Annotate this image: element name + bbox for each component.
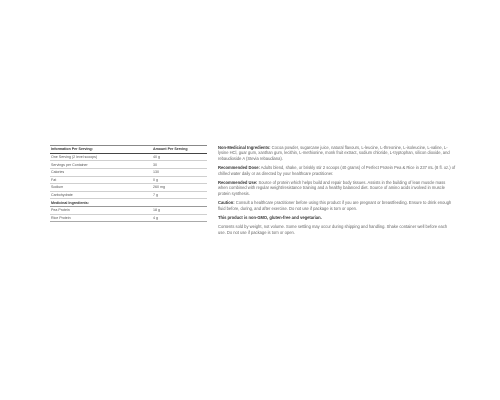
subheader-label: Medicinal Ingredients: xyxy=(50,199,207,207)
column-header-amount: Amount Per Serving xyxy=(152,146,207,154)
non-medicinal-text: Cocoa powder, sugarcane juice, natural flavours, L-leucine, L-threonine, L-isoleucine, L-valine, L-lysine HCl, guar gum, xanthan gum, lecithin, L-methionine, monk fruit extract, sodium chloride, L-tryptophan, silicon dioxide, and rebaudioside A (Stevia rebaudiana). xyxy=(218,145,450,161)
medicinal-ingredients-subheader xyxy=(50,199,207,207)
row-label: Rice Protein xyxy=(50,214,152,222)
row-value: 7 g xyxy=(152,191,207,199)
non-medicinal-ingredients-paragraph xyxy=(218,145,456,161)
table-row xyxy=(50,214,207,222)
row-value: 30 xyxy=(152,161,207,169)
row-label: One Serving (2 level scoops) xyxy=(50,153,152,161)
caution-label: Caution: xyxy=(218,200,235,206)
table-row xyxy=(50,161,207,169)
recommended-dose-paragraph xyxy=(218,165,456,176)
row-value: 40 g xyxy=(152,153,207,161)
row-value: 130 xyxy=(152,168,207,176)
caution-paragraph xyxy=(218,200,456,211)
row-label: Carbohydrate xyxy=(50,191,152,199)
non-medicinal-label: Non-Medicinal Ingredients: xyxy=(218,145,271,150)
recommended-dose-text: Adults blend, shake, or briskly stir 2 scoops (40 grams) of Perfect Protein Pea & Rice in 237 mL (8 fl. oz.) of chilled water daily or as directed by your healthcare practitioner. xyxy=(218,165,456,176)
product-info-panel xyxy=(218,145,456,239)
row-label: Pea Protein xyxy=(50,206,152,214)
table-row xyxy=(50,176,207,184)
row-value: 18 g xyxy=(152,206,207,214)
row-value: 0 g xyxy=(152,176,207,184)
recommended-use-label: Recommended Use: xyxy=(218,180,258,186)
recommended-use-paragraph xyxy=(218,180,456,196)
caution-text: Consult a healthcare practitioner before using this product if you are pregnant or breastfeeding. Ensure to drink enough fluid before, during, and after exercise. Do not use if package is torn or open. xyxy=(218,200,452,211)
recommended-dose-label: Recommended Dose: xyxy=(218,165,260,171)
table-header-row xyxy=(50,146,207,154)
recommended-use-text: Source of protein which helps build and repair body tissues. Assists in the building of lean muscle mass when combined with regular weight/resistance training and a healthy balanced diet. Source of amino acids involved in muscle protein synthesis. xyxy=(218,180,446,196)
table-row xyxy=(50,184,207,192)
table-row xyxy=(50,153,207,161)
table-row xyxy=(50,191,207,199)
nutrition-facts-panel xyxy=(50,145,207,222)
row-label: Sodium xyxy=(50,184,152,192)
table-row xyxy=(50,206,207,214)
row-label: Fat xyxy=(50,176,152,184)
product-claim: This product is non-GMO, gluten-free and vegetarian. xyxy=(218,215,322,221)
contents-note: Contents sold by weight, not volume. Some settling may occur during shipping and handling. Shake container well before each use. Do not use if package is torn or open. xyxy=(218,224,448,235)
column-header-info: Information Per Serving: xyxy=(50,146,152,154)
table-row xyxy=(50,168,207,176)
row-label: Servings per Container xyxy=(50,161,152,169)
row-value: 260 mg xyxy=(152,184,207,192)
nutrition-table xyxy=(50,145,207,222)
row-label: Calories xyxy=(50,168,152,176)
row-value: 4 g xyxy=(152,214,207,222)
